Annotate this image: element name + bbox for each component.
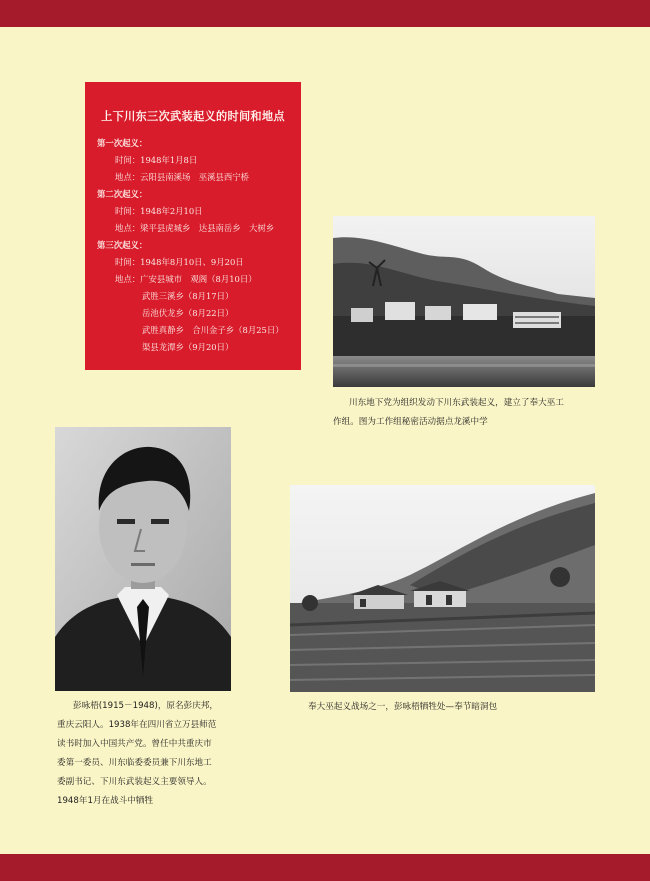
third-uprising-time: 时间：1948年8月10日、9月20日 [115, 257, 244, 267]
third-uprising-place: 地点：广安县城市 观阁（8月10日） [115, 274, 257, 284]
portrait-photo [55, 427, 231, 691]
school-river-photo [333, 216, 595, 387]
caption-line: 作组。图为工作组秘密活动据点龙溪中学 [333, 417, 488, 427]
caption-line: 委第一委员、川东临委委员兼下川东地工 [57, 758, 212, 768]
third-uprising-place-item: 岳池伏龙乡（8月22日） [142, 308, 234, 318]
first-uprising-time: 时间：1948年1月8日 [115, 155, 198, 165]
second-uprising-time: 时间：1948年2月10日 [115, 206, 203, 216]
caption-line: 读书时加入中国共产党。曾任中共重庆市 [57, 739, 212, 749]
battlefield-caption [308, 698, 608, 717]
second-uprising-heading: 第二次起义： [97, 189, 148, 199]
battlefield-photo [290, 485, 595, 692]
school-photo-caption [333, 394, 609, 432]
third-uprising-place-item: 武胜三溪乡（8月17日） [142, 291, 234, 301]
info-box-title: 上下川东三次武装起义的时间和地点 [101, 109, 285, 123]
first-uprising-place: 地点：云阳县南溪场 巫溪县西宁桥 [115, 172, 249, 182]
caption-line: 川东地下党为组织发动下川东武装起义，建立了奉大巫工 [349, 398, 564, 408]
caption-line: 彭咏梧(1915－1948)，原名彭庆邦， [73, 701, 218, 711]
caption-line: 重庆云阳人。1938年在四川省立万县师范 [57, 720, 217, 730]
bottom-band [0, 854, 650, 881]
uprising-info-box [85, 82, 301, 370]
first-uprising-heading: 第一次起义： [97, 138, 148, 148]
caption-line: 1948年1月在战斗中牺牲 [57, 796, 154, 806]
third-uprising-heading: 第三次起义： [97, 240, 148, 250]
caption-line: 奉大巫起义战场之一，彭咏梧牺牲处—奉节暗洞包 [308, 702, 498, 712]
top-band [0, 0, 650, 27]
second-uprising-place: 地点：梁平县虎城乡 达县南岳乡 大树乡 [115, 223, 275, 233]
third-uprising-place-item: 武胜真静乡 合川金子乡（8月25日） [142, 325, 284, 335]
third-uprising-place-item: 渠县龙潭乡（9月20日） [142, 342, 234, 352]
portrait-caption [57, 697, 273, 811]
caption-line: 委副书记、下川东武装起义主要领导人。 [57, 777, 212, 787]
